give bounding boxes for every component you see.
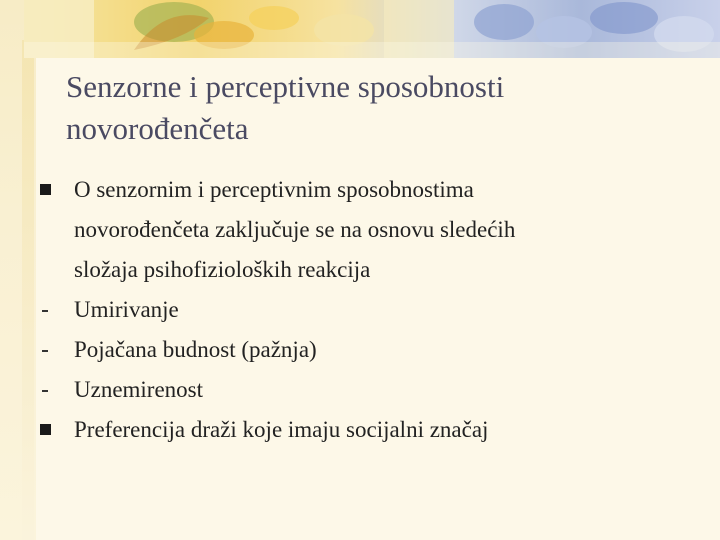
list-item-line: novorođenčeta zaključuje se na osnovu sledećih (74, 217, 516, 242)
list-item-text: Preferencija draži koje imaju socijalni značaj (74, 417, 489, 442)
list-item (36, 170, 696, 290)
list-item-line: O senzornim i perceptivnim sposobnostima (74, 177, 474, 202)
list-item-text: Umirivanje (74, 297, 179, 322)
list-item (36, 290, 696, 330)
dash-bullet-icon (42, 310, 48, 312)
bullet-list (36, 170, 696, 450)
slide-title (66, 66, 686, 150)
dash-bullet-icon (42, 390, 48, 392)
square-bullet-icon (40, 184, 51, 195)
floral-banner-image (24, 0, 720, 58)
list-item (36, 370, 696, 410)
title-line-2: novorođenčeta (66, 111, 249, 146)
dash-bullet-icon (42, 350, 48, 352)
list-item-line: složaja psihofizioloških reakcija (74, 257, 371, 282)
square-bullet-icon (40, 424, 51, 435)
list-item-text: Pojačana budnost (pažnja) (74, 337, 317, 362)
title-line-1: Senzorne i perceptivne sposobnosti (66, 69, 505, 104)
left-decorative-accent (22, 40, 34, 540)
list-item-text: Uznemirenost (74, 377, 204, 402)
floral-banner-graphic (24, 0, 720, 58)
list-item (36, 330, 696, 370)
list-item (36, 410, 696, 450)
